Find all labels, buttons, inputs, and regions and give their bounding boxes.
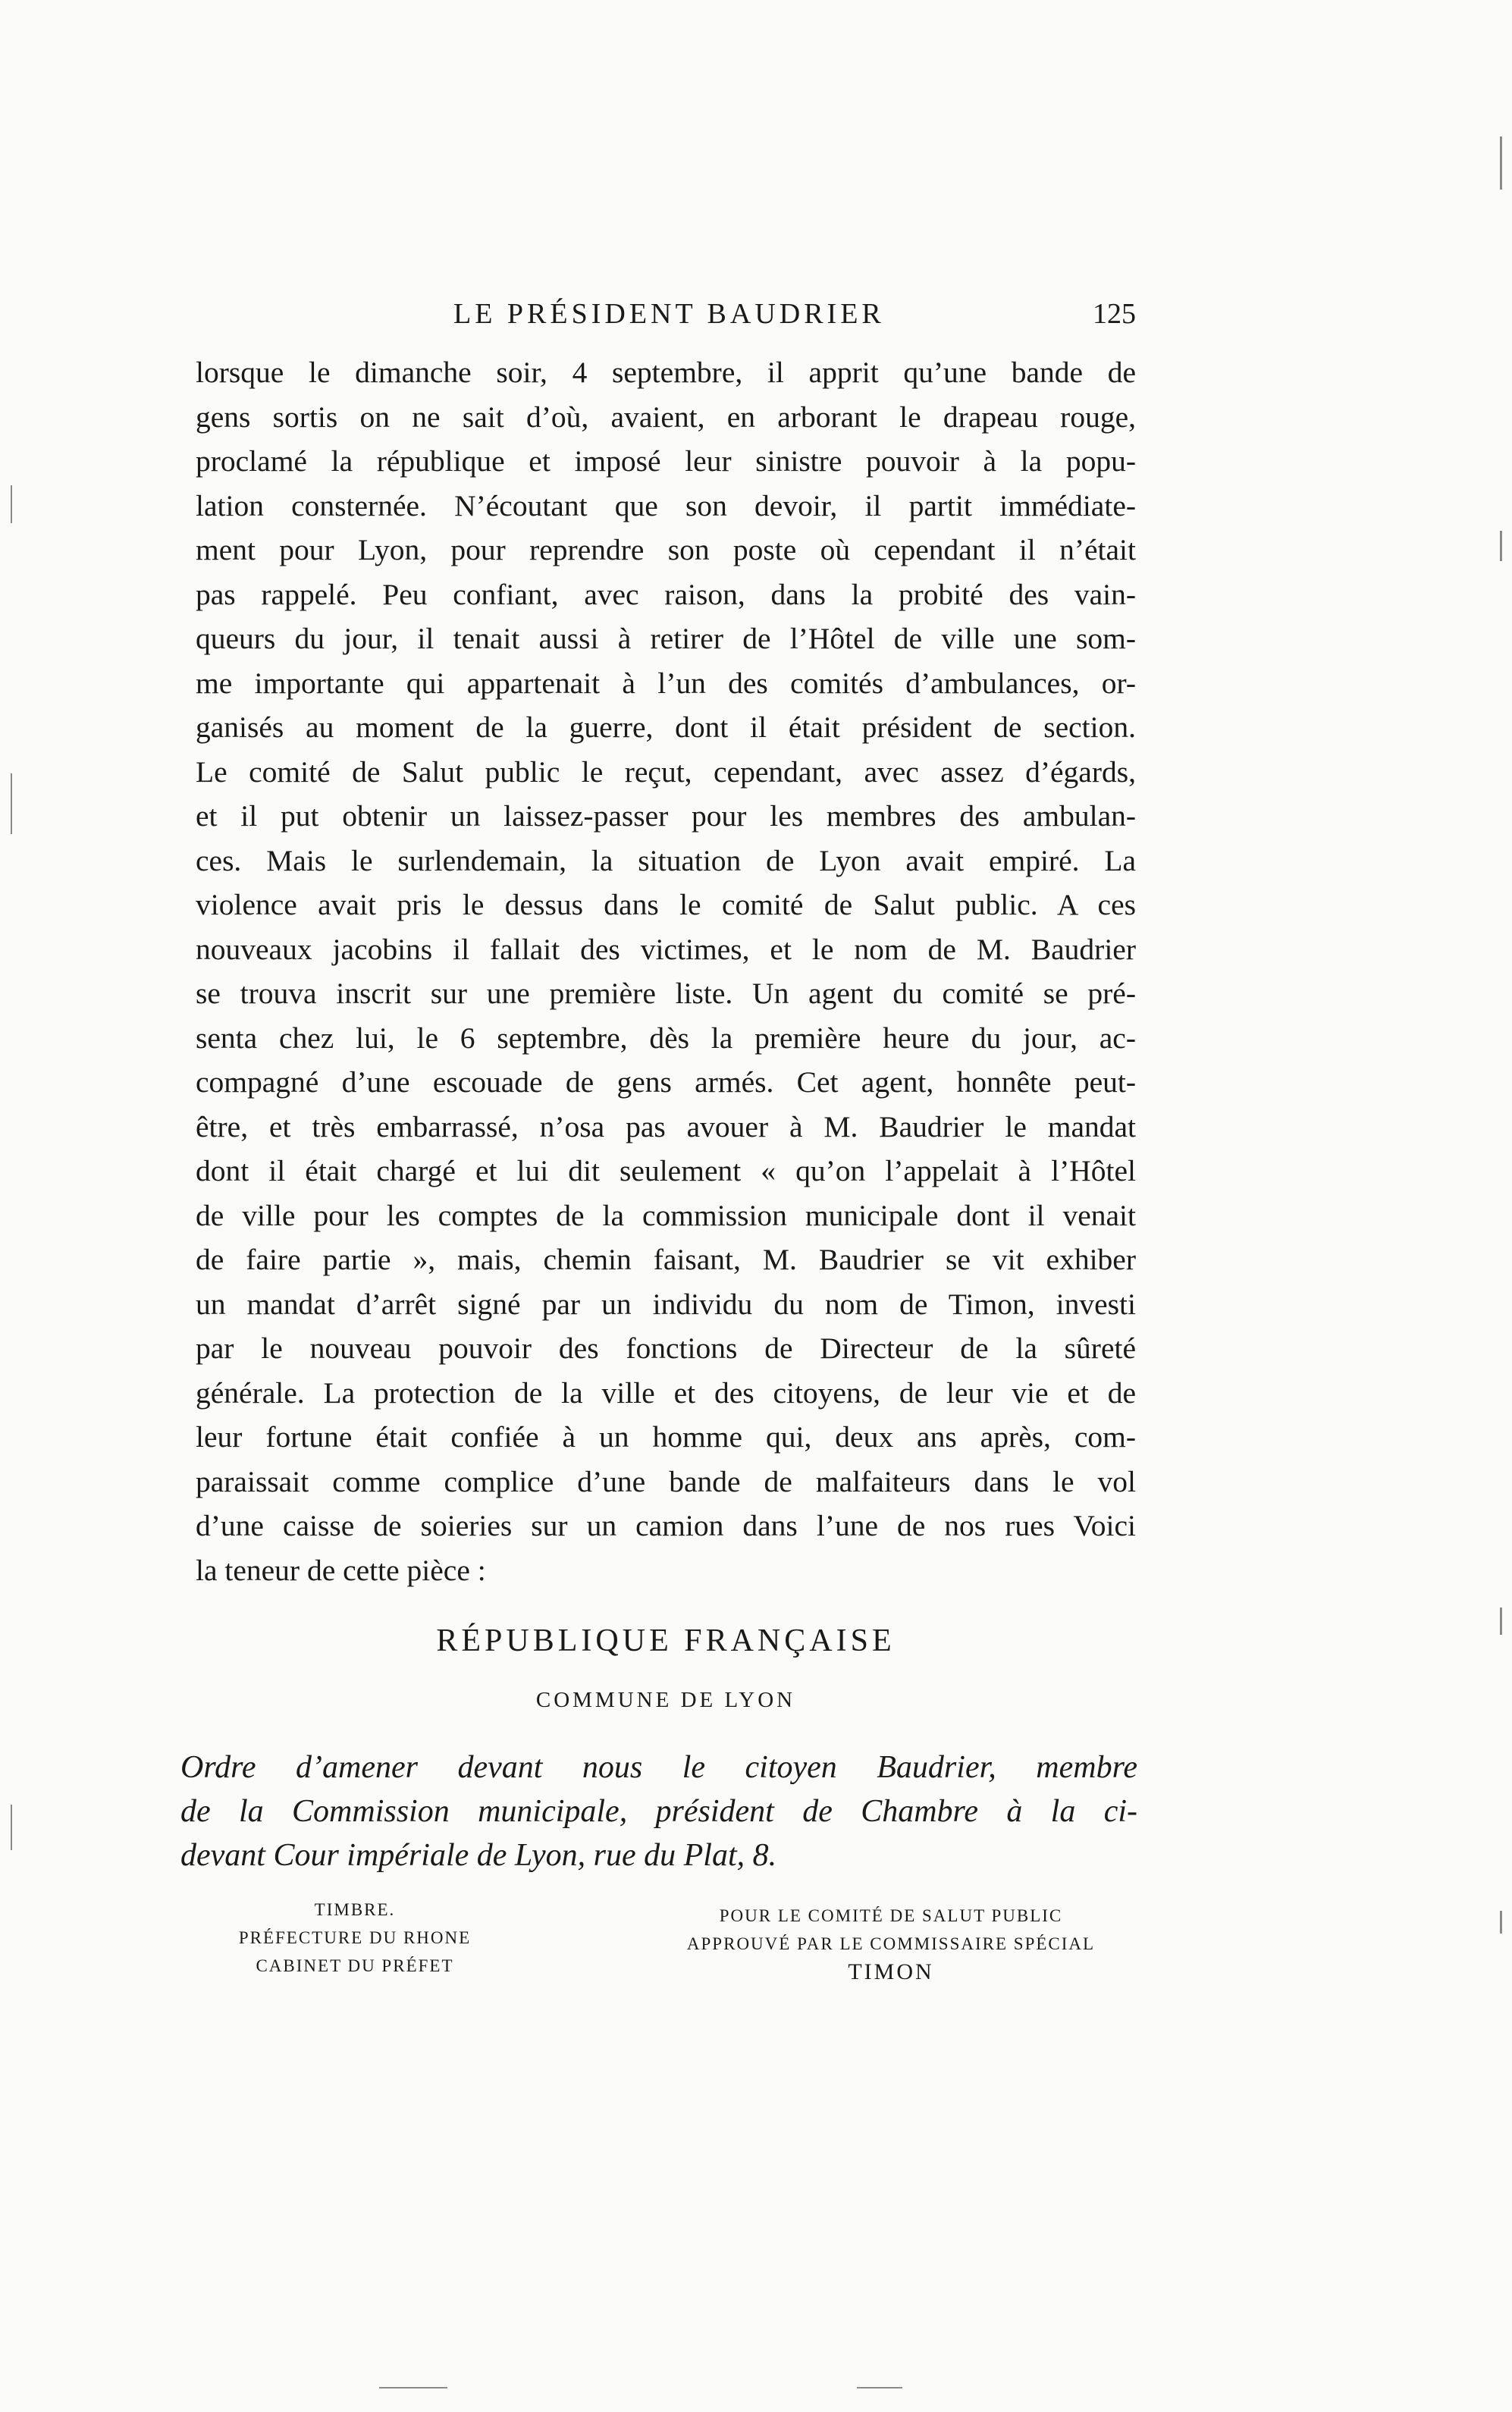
text-line: gens sortis on ne sait d’où, avaient, en arborant le drapeau rouge, — [196, 400, 1136, 434]
order-line: Ordre d’amener devant nous le citoyen Baudrier, membre — [180, 1750, 1137, 1785]
stamp-line: PRÉFECTURE DU RHONE — [238, 1928, 472, 1947]
document-subtitle: COMMUNE DE LYON — [535, 1688, 796, 1712]
text-line: être, et très embarrassé, n’osa pas avouer à M. Baudrier le mandat — [196, 1109, 1136, 1143]
text-line: proclamé la république et imposé leur sinistre pouvoir à la popu- — [196, 444, 1136, 478]
text-line: compagné d’une escouade de gens armés. Cet agent, honnête peut- — [196, 1065, 1136, 1099]
text-line: me importante qui appartenait à l’un des comités d’ambulances, or- — [196, 666, 1136, 700]
text-line: ganisés au moment de la guerre, dont il était président de section. — [196, 710, 1136, 744]
text-line: par le nouveau pouvoir des fonctions de Directeur de la sûreté — [196, 1331, 1136, 1365]
text-line: générale. La protection de la ville et des citoyens, de leur vie et de — [196, 1375, 1136, 1410]
signature-name: TIMON — [848, 1959, 934, 1984]
signature-line: POUR LE COMITÉ DE SALUT PUBLIC — [719, 1906, 1063, 1925]
signature-block — [652, 1902, 1130, 1986]
arrest-order — [180, 1745, 1137, 1877]
order-line: de la Commission municipale, président de Chambre à la ci- — [180, 1794, 1137, 1829]
body-paragraph — [196, 350, 1136, 1592]
text-line: queurs du jour, il tenait aussi à retirer de l’Hôtel de ville une som- — [196, 622, 1136, 655]
page-number: 125 — [1093, 298, 1136, 330]
scan-mark — [379, 2387, 447, 2388]
scan-mark — [1500, 136, 1502, 190]
signature-line: APPROUVÉ PAR LE COMMISSAIRE SPÉCIAL — [686, 1934, 1096, 1953]
text-line: pas rappelé. Peu confiant, avec raison, dans la probité des vain- — [196, 577, 1136, 611]
stamp-line: TIMBRE. — [314, 1900, 396, 1919]
text-line: de faire partie », mais, chemin faisant, M. Baudrier se vit exhiber — [196, 1243, 1136, 1276]
text-line: ces. Mais le surlendemain, la situation de Lyon avait empiré. La — [196, 843, 1136, 877]
text-line: d’une caisse de soieries sur un camion dans l’une de nos rues Voici — [196, 1509, 1136, 1542]
scan-mark — [1500, 531, 1502, 561]
text-line: leur fortune était confiée à un homme qui, deux ans après, com- — [196, 1420, 1136, 1454]
scan-mark — [11, 1805, 12, 1850]
text-line: lorsque le dimanche soir, 4 septembre, il apprit qu’une bande de — [196, 356, 1136, 389]
running-head: LE PRÉSIDENT BAUDRIER — [453, 298, 885, 330]
stamp-block — [211, 1896, 499, 1980]
scan-mark — [11, 485, 12, 523]
text-line: dont il était chargé et lui dit seulement « qu’on l’appelait à l’Hôtel — [196, 1154, 1136, 1187]
text-line: lation consternée. N’écoutant que son devoir, il partit immédiate- — [196, 488, 1136, 522]
page-header — [196, 297, 1136, 340]
stamp-line: CABINET DU PRÉFET — [256, 1956, 454, 1975]
text-line: et il put obtenir un laissez-passer pour les membres des ambulan- — [196, 799, 1136, 833]
text-line: de ville pour les comptes de la commission municipale dont il venait — [196, 1198, 1136, 1232]
scan-mark — [11, 773, 12, 834]
scan-mark — [1500, 1911, 1502, 1934]
text-line: ment pour Lyon, pour reprendre son poste où cependant il n’était — [196, 533, 1136, 566]
text-line: paraissait comme complice d’une bande de malfaiteurs dans le vol — [196, 1464, 1136, 1498]
text-line: senta chez lui, le 6 septembre, dès la première heure du jour, ac- — [196, 1021, 1136, 1055]
text-line: se trouva inscrit sur une première liste. Un agent du comité se pré- — [196, 977, 1136, 1010]
text-line: un mandat d’arrêt signé par un individu du nom de Timon, investi — [196, 1287, 1136, 1321]
order-line: devant Cour impériale de Lyon, rue du Plat, 8. — [180, 1838, 777, 1873]
text-line: Le comité de Salut public le reçut, cependant, avec assez d’égards, — [196, 754, 1136, 789]
document-title: RÉPUBLIQUE FRANÇAISE — [436, 1623, 896, 1658]
scan-mark — [857, 2387, 902, 2388]
text-line: la teneur de cette pièce : — [196, 1553, 486, 1587]
scan-mark — [1500, 1607, 1502, 1635]
text-line: violence avait pris le dessus dans le comité de Salut public. A ces — [196, 888, 1136, 921]
text-line: nouveaux jacobins il fallait des victimes, et le nom de M. Baudrier — [196, 932, 1136, 966]
